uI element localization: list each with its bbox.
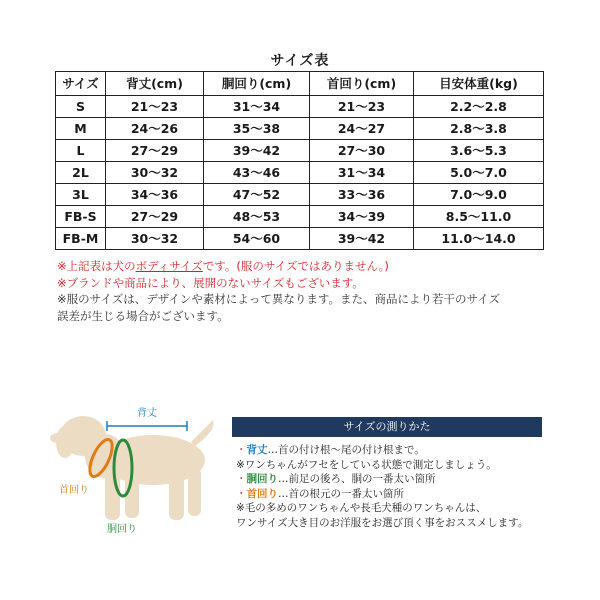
table-row [56, 140, 544, 162]
table-row [56, 118, 544, 140]
header-neck-girth: 首回り(cm) [310, 72, 414, 96]
cell-chest: 43〜46 [204, 162, 310, 184]
cell-size: M [56, 118, 106, 140]
bullet-icon: ・ [236, 444, 247, 456]
cell-weight: 5.0〜7.0 [414, 162, 544, 184]
cell-size: FB-S [56, 206, 106, 228]
header-chest-girth: 胴回り(cm) [204, 72, 310, 96]
cell-chest: 48〜53 [204, 206, 310, 228]
page-title: サイズ表 [270, 53, 330, 69]
cell-chest: 35〜38 [204, 118, 310, 140]
cell-back: 27〜29 [106, 140, 204, 162]
cell-back: 30〜32 [106, 228, 204, 250]
table-row [56, 184, 544, 206]
cell-chest: 39〜42 [204, 140, 310, 162]
cell-chest: 31〜34 [204, 96, 310, 118]
note-design: ※服のサイズは、デザインや素材によって異なります。また、商品により若干のサイズ [57, 292, 501, 306]
back-label: 背丈 [137, 408, 157, 419]
measure-guide-heading: サイズの測りかた [232, 417, 542, 437]
cell-size: 2L [56, 162, 106, 184]
cell-back: 27〜29 [106, 206, 204, 228]
header-back-length: 背丈(cm) [106, 72, 204, 96]
cell-neck: 24〜27 [310, 118, 414, 140]
header-weight: 目安体重(kg) [414, 72, 544, 96]
cell-neck: 31〜34 [310, 162, 414, 184]
note-underlined-text: ボディサイズ [135, 259, 203, 273]
cell-weight: 2.2〜2.8 [414, 96, 544, 118]
note-text: ※上記表は犬の [57, 259, 136, 273]
cell-neck: 39〜42 [310, 228, 414, 250]
cell-back: 30〜32 [106, 162, 204, 184]
note-text: です。(服のサイズではありません。) [202, 259, 389, 273]
cell-chest: 54〜60 [204, 228, 310, 250]
measure-long-note-1: ※毛の多めのワンちゃんや長毛犬種のワンちゃんは、 [236, 502, 487, 514]
cell-chest: 47〜52 [204, 184, 310, 206]
cell-weight: 3.6〜5.3 [414, 140, 544, 162]
dog-measurement-diagram [45, 398, 230, 558]
measure-guide [232, 417, 542, 537]
bullet-icon: ・ [236, 473, 247, 485]
neck-label: 首回り [59, 485, 89, 496]
header-size: サイズ [56, 72, 106, 96]
cell-size: L [56, 140, 106, 162]
table-row [56, 162, 544, 184]
table-row [56, 228, 544, 250]
back-text: …首の付け根〜尾の付け根まで。 [267, 444, 425, 456]
back-key: 背丈 [246, 444, 268, 456]
cell-size: S [56, 96, 106, 118]
cell-size: FB-M [56, 228, 106, 250]
table-row [56, 96, 544, 118]
bullet-icon: ・ [236, 487, 247, 500]
cell-back: 21〜23 [106, 96, 204, 118]
note-body-size [57, 258, 557, 275]
neck-text: …首の根元の一番太い箇所 [278, 487, 404, 500]
cell-neck: 27〜30 [310, 140, 414, 162]
note-brand: ※ブランドや商品により、展開のないサイズもございます。 [57, 275, 364, 290]
measure-body [236, 472, 542, 487]
cell-neck: 33〜36 [310, 184, 414, 206]
cell-neck: 21〜23 [310, 96, 414, 118]
body-text: …前足の後ろ、胴の一番太い箇所 [278, 473, 436, 485]
body-key: 胴回り [246, 473, 278, 485]
body-label: 胴回り [107, 524, 137, 535]
size-notes [57, 258, 557, 324]
measure-back [236, 443, 542, 458]
cell-neck: 34〜39 [310, 206, 414, 228]
cell-weight: 7.0〜9.0 [414, 184, 544, 206]
cell-weight: 2.8〜3.8 [414, 118, 544, 140]
neck-key: 首回り [246, 487, 278, 500]
measure-neck [236, 487, 542, 502]
cell-back: 24〜26 [106, 118, 204, 140]
size-table [55, 71, 544, 250]
back-length-line [107, 421, 187, 431]
table-row [56, 206, 544, 228]
cell-weight: 11.0〜14.0 [414, 228, 544, 250]
cell-weight: 8.5〜11.0 [414, 206, 544, 228]
measure-long-note-2: ワンサイズ大き目のお洋服をお選び頂く事をおススメします。 [236, 516, 529, 529]
cell-back: 34〜36 [106, 184, 204, 206]
note-tolerance: 誤差が生じる場合がございます。 [57, 308, 229, 323]
measure-guide-body [232, 437, 542, 530]
cell-size: 3L [56, 184, 106, 206]
table-header-row [56, 72, 544, 96]
measure-back-note: ※ワンちゃんがフセをしている状態で測定しましょう。 [236, 458, 497, 471]
